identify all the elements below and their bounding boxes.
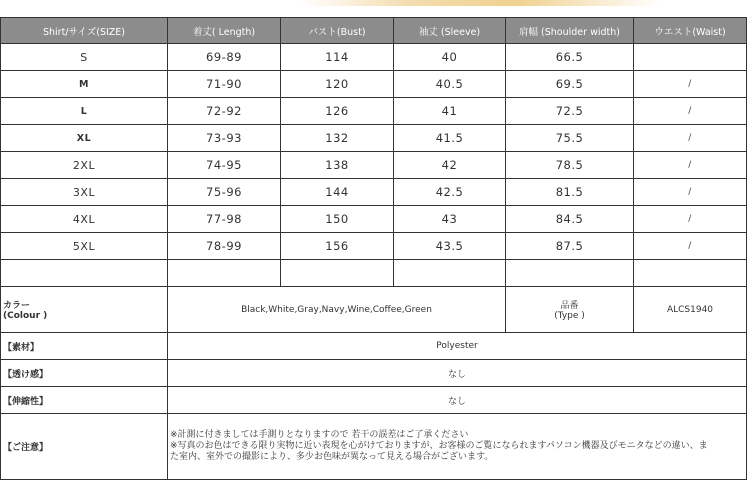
sleeve-cell: 42 [394, 152, 506, 179]
shoulder-cell: 66.5 [506, 44, 634, 71]
length-cell: 75-96 [168, 179, 281, 206]
size-cell: 3XL [1, 179, 168, 206]
caution-line: た室内、室外での撮影により、多少お色味が異なって見える場合がございます。 [170, 452, 494, 462]
waist-cell: / [634, 179, 747, 206]
waist-cell: / [634, 125, 747, 152]
shoulder-cell: 72.5 [506, 98, 634, 125]
shoulder-cell: 69.5 [506, 71, 634, 98]
table-row [1, 125, 747, 152]
shoulder-cell: 87.5 [506, 233, 634, 260]
header-waist: ウエスト(Waist) [634, 18, 747, 44]
color-value: Black,White,Gray,Navy,Wine,Coffee,Green [168, 287, 506, 333]
table-row [1, 233, 747, 260]
header-length: 着丈( Length) [168, 18, 281, 44]
bust-cell: 120 [281, 71, 394, 98]
size-cell: XL [1, 125, 168, 152]
size-cell: 5XL [1, 233, 168, 260]
bust-cell: 114 [281, 44, 394, 71]
sheer-label: 【透け感】 [1, 360, 168, 387]
header-size: Shirt/サイズ(SIZE) [1, 18, 168, 44]
waist-cell: / [634, 152, 747, 179]
type-value: ALCS1940 [634, 287, 747, 333]
sleeve-cell: 40.5 [394, 71, 506, 98]
material-row [1, 333, 747, 360]
stretch-value: なし [168, 387, 747, 414]
shoulder-cell: 81.5 [506, 179, 634, 206]
bust-cell: 138 [281, 152, 394, 179]
size-chart-table [0, 17, 747, 480]
waist-cell: / [634, 233, 747, 260]
table-row [1, 179, 747, 206]
table-row [1, 98, 747, 125]
color-label: カラー (Colour ) [1, 287, 168, 333]
material-value: Polyester [168, 333, 747, 360]
stretch-label: 【伸縮性】 [1, 387, 168, 414]
table-row [1, 71, 747, 98]
sleeve-cell: 42.5 [394, 179, 506, 206]
caution-line: ※計測に付きましては手測りとなりますので 若干の誤差はご了承ください [170, 430, 469, 440]
waist-cell: / [634, 206, 747, 233]
bust-cell: 156 [281, 233, 394, 260]
sleeve-cell: 40 [394, 44, 506, 71]
type-label: 品番 (Type ) [506, 287, 634, 333]
table-row [1, 206, 747, 233]
caution-line: ※写真のお色はできる限り実物に近い表現を心がけておりますが、お客様のご覧になられますパソコン機器及びモニタなどの違い、ま [170, 441, 708, 451]
waist-cell [634, 44, 747, 71]
length-cell: 71-90 [168, 71, 281, 98]
caution-row [1, 414, 747, 480]
waist-cell: / [634, 98, 747, 125]
length-cell: 77-98 [168, 206, 281, 233]
banner-accent [300, 0, 660, 6]
caution-text [168, 414, 747, 480]
shoulder-cell: 84.5 [506, 206, 634, 233]
length-cell: 69-89 [168, 44, 281, 71]
header-shoulder: 肩幅 (Shoulder width) [506, 18, 634, 44]
header-bust: バスト(Bust) [281, 18, 394, 44]
sleeve-cell: 43 [394, 206, 506, 233]
length-cell: 72-92 [168, 98, 281, 125]
stretch-row [1, 387, 747, 414]
caution-label: 【ご注意】 [1, 414, 168, 480]
table-row [1, 44, 747, 71]
empty-row [1, 260, 747, 287]
bust-cell: 150 [281, 206, 394, 233]
color-row [1, 287, 747, 333]
waist-cell: / [634, 71, 747, 98]
size-cell: L [1, 98, 168, 125]
bust-cell: 126 [281, 98, 394, 125]
length-cell: 73-93 [168, 125, 281, 152]
sleeve-cell: 41.5 [394, 125, 506, 152]
bust-cell: 144 [281, 179, 394, 206]
shoulder-cell: 78.5 [506, 152, 634, 179]
material-label: 【素材】 [1, 333, 168, 360]
table-row [1, 152, 747, 179]
sleeve-cell: 41 [394, 98, 506, 125]
size-cell: M [1, 71, 168, 98]
size-cell: 4XL [1, 206, 168, 233]
shoulder-cell: 75.5 [506, 125, 634, 152]
sheer-row [1, 360, 747, 387]
sleeve-cell: 43.5 [394, 233, 506, 260]
bust-cell: 132 [281, 125, 394, 152]
length-cell: 74-95 [168, 152, 281, 179]
header-row [1, 18, 747, 44]
sheer-value: なし [168, 360, 747, 387]
size-cell: 2XL [1, 152, 168, 179]
size-cell: S [1, 44, 168, 71]
length-cell: 78-99 [168, 233, 281, 260]
header-sleeve: 袖丈 (Sleeve) [394, 18, 506, 44]
top-banner-strip [0, 0, 750, 14]
